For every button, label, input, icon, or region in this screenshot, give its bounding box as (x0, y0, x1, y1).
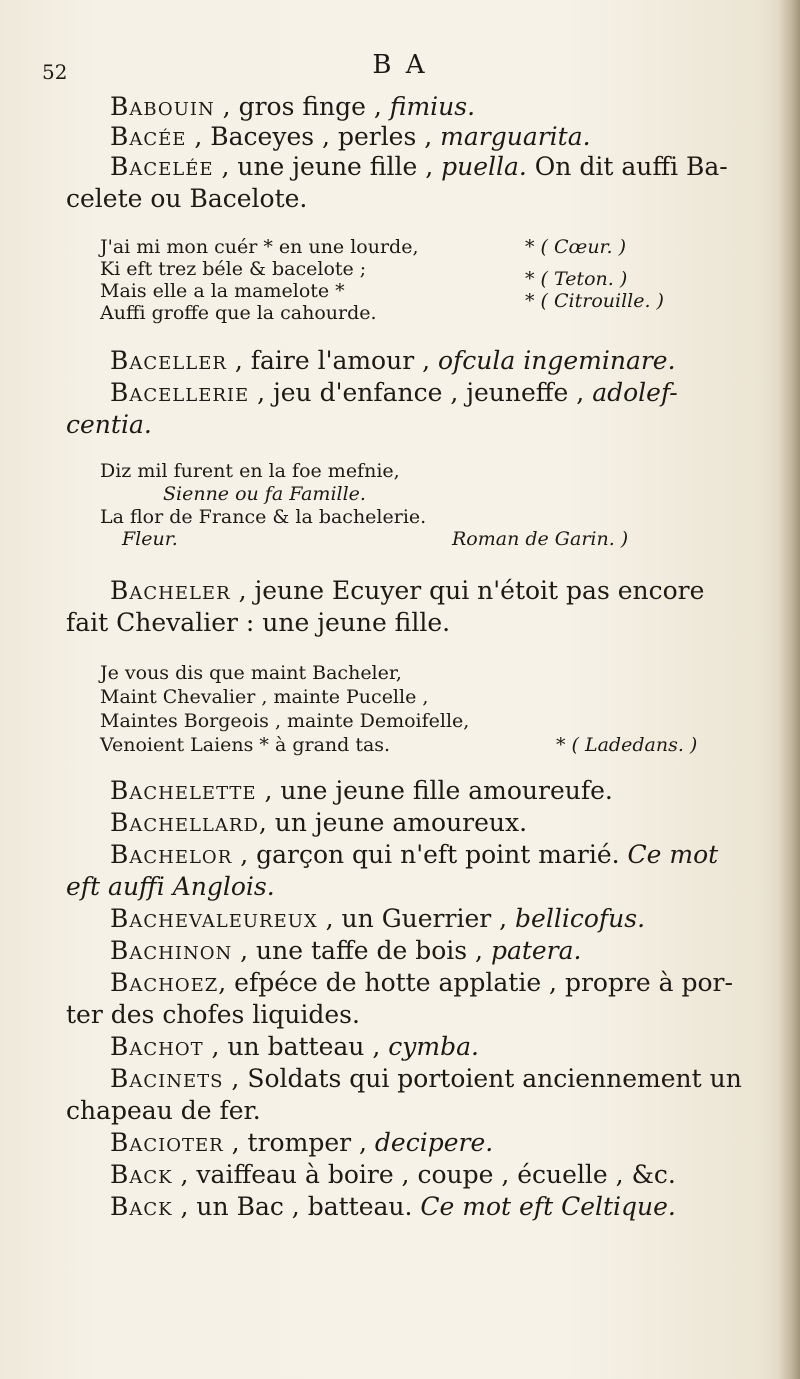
definition: , vaiffeau à boire , coupe , écuelle , &c. (172, 1160, 676, 1189)
entry-bachelette (110, 776, 613, 806)
headword: Bacelée (110, 152, 214, 181)
entry-back-1 (110, 1160, 676, 1190)
definition: , un batteau , (203, 1032, 389, 1061)
definition: , une taffe de bois , (232, 936, 491, 965)
definition: , faire l'amour , (226, 346, 438, 375)
quote-line: J'ai mi mon cuér * en une lourde, (100, 236, 419, 258)
entry-bachoez-cont: ter des chofes liquides. (66, 1000, 360, 1029)
entry-bacheler (110, 576, 704, 606)
definition: , garçon qui n'eft point marié. (232, 840, 628, 869)
quote-line: Venoient Laiens * à grand tas. (100, 734, 391, 756)
headword: Bachevaleureux (110, 904, 318, 933)
headword: Bachellard (110, 808, 259, 837)
definition: , une jeune fille , (213, 152, 442, 181)
entry-bacelee (110, 152, 728, 182)
headword: Bacellerie (110, 378, 250, 407)
entry-babouin (110, 92, 475, 122)
entry-bacellerie-cont: centia. (66, 410, 152, 439)
entry-bachelor (110, 840, 718, 870)
headword: Bachinon (110, 936, 233, 965)
footnote: * ( Ladedans. ) (556, 734, 698, 756)
footnote: * ( Teton. ) (525, 268, 628, 290)
entry-baceller (110, 346, 676, 376)
latin-gloss: patera. (490, 936, 582, 965)
quote-line: Maint Chevalier , mainte Pucelle , (100, 686, 429, 708)
quote-line: Auffi groffe que la cahourde. (100, 302, 377, 324)
headword: Bachoez (110, 968, 219, 997)
headword: Bacioter (110, 1128, 224, 1157)
quote-line: Je vous dis que maint Bacheler, (100, 662, 402, 684)
latin-gloss: cymba. (388, 1032, 479, 1061)
definition: , un Guerrier , (317, 904, 516, 933)
definition: , jeune Ecuyer qui n'étoit pas encore (230, 576, 705, 605)
headword: Bachot (110, 1032, 204, 1061)
latin-gloss: bellicofus. (515, 904, 646, 933)
entry-bacelee-cont: celete ou Bacelote. (66, 184, 308, 213)
quote-gloss: Fleur. (122, 528, 178, 550)
entry-bacellerie (110, 378, 678, 408)
entry-bachevaleureux (110, 904, 645, 934)
headword: Bacheler (110, 576, 231, 605)
note-italic: Ce mot eft Celtique. (420, 1192, 676, 1221)
running-head: B A (372, 50, 428, 80)
note-italic: Ce mot (627, 840, 719, 869)
headword: Bachelette (110, 776, 257, 805)
entry-bachelor-cont: eft auffi Anglois. (66, 872, 275, 901)
latin-gloss: ofcula ingeminare. (438, 346, 676, 375)
latin-gloss: adolef- (592, 378, 678, 407)
entry-back-2 (110, 1192, 676, 1222)
quote-line: Diz mil furent en la foe mefnie, (100, 460, 400, 482)
page-edge-shadow (778, 0, 800, 1379)
definition-tail: On dit auffi Ba- (526, 152, 728, 181)
entry-bachinon (110, 936, 582, 966)
headword: Babouin (110, 92, 215, 121)
latin-gloss: puella. (441, 152, 527, 181)
latin-gloss: decipere. (374, 1128, 494, 1157)
definition: , jeu d'enfance , jeuneffe , (249, 378, 593, 407)
definition: , un Bac , batteau. (172, 1192, 421, 1221)
headword: Bachelor (110, 840, 233, 869)
footnote: * ( Cœur. ) (525, 236, 627, 258)
headword: Baceller (110, 346, 227, 375)
footnote: * ( Citrouille. ) (525, 290, 664, 312)
definition: , un jeune amoureux. (258, 808, 528, 837)
quote-gloss: Sienne ou fa Famille. (163, 483, 366, 505)
definition: , gros finge , (214, 92, 390, 121)
quote-line: Ki eft trez béle & bacelote ; (100, 258, 367, 280)
headword: Back (110, 1160, 173, 1189)
quote-source: Roman de Garin. ) (452, 528, 629, 550)
entry-bacioter (110, 1128, 493, 1158)
quote-line: Maintes Borgeois , mainte Demoifelle, (100, 710, 470, 732)
quote-line: Mais elle a la mamelote * (100, 280, 345, 302)
definition: , une jeune fille amoureufe. (256, 776, 613, 805)
entry-bachot (110, 1032, 479, 1062)
entry-bachoez (110, 968, 733, 998)
latin-gloss: fimius. (389, 92, 476, 121)
entry-bacinets (110, 1064, 742, 1094)
entry-bachellard (110, 808, 527, 838)
quote-line: La flor de France & la bachelerie. (100, 506, 427, 528)
definition: , Baceyes , perles , (186, 122, 441, 151)
definition: , tromper , (223, 1128, 375, 1157)
headword: Bacinets (110, 1064, 224, 1093)
entry-bacee (110, 122, 591, 152)
entry-bacinets-cont: chapeau de fer. (66, 1096, 261, 1125)
definition: , efpéce de hotte applatie , propre à por- (218, 968, 733, 997)
latin-gloss: marguarita. (440, 122, 591, 151)
definition: , Soldats qui portoient anciennement un (223, 1064, 742, 1093)
page-number: 52 (42, 60, 68, 84)
headword: Back (110, 1192, 173, 1221)
headword: Bacée (110, 122, 187, 151)
entry-bacheler-cont: fait Chevalier : une jeune fille. (66, 608, 451, 637)
